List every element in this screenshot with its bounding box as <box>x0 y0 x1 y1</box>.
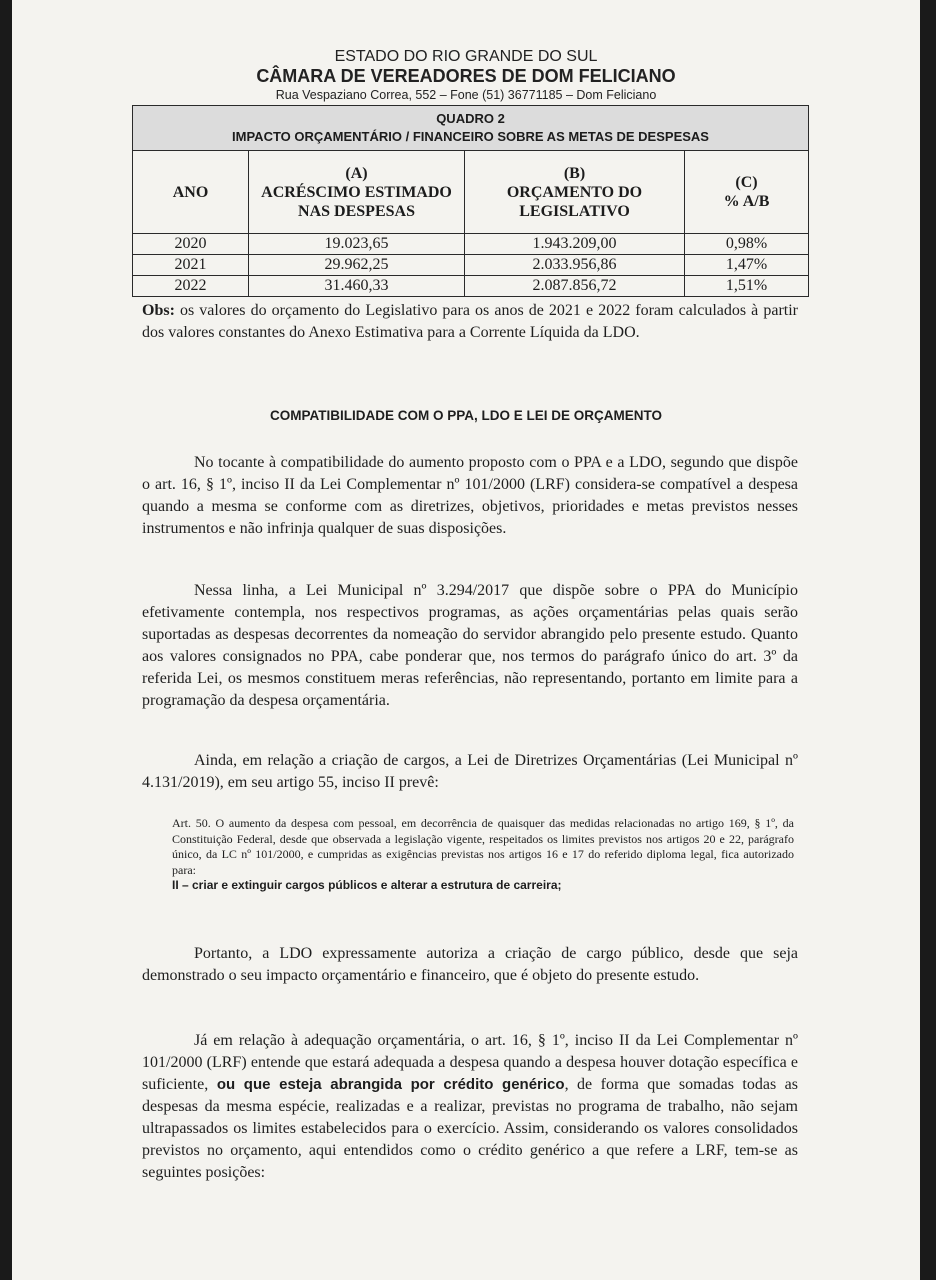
cell-c: 1,51% <box>685 276 809 297</box>
quote-item: II – criar e extinguir cargos públicos e alterar a estrutura de carreira; <box>172 878 562 892</box>
cell-c: 1,47% <box>685 255 809 276</box>
col-c-header <box>685 151 809 234</box>
col-c-label: % A/B <box>723 193 770 210</box>
paragraph-text: No tocante à compatibilidade do aumento proposto com o PPA e a LDO, segundo que dispõe o art. 16, § 1º, inciso II da Lei Complementar nº 101/2000 (LRF) considera-se compatível a despesa quando a mesma se conforme com as diretrizes, objetivos, prioridades e metas previstos nesses instrumentos e não infrinja qualquer de suas disposições. <box>142 454 798 537</box>
table-title: QUADRO 2 <box>436 111 505 126</box>
cell-b: 2.087.856,72 <box>465 276 685 297</box>
table-row <box>133 276 809 297</box>
paragraph-4 <box>142 943 798 987</box>
table-subtitle: IMPACTO ORÇAMENTÁRIO / FINANCEIRO SOBRE AS METAS DE DESPESAS <box>232 129 709 144</box>
col-c-letter: (C) <box>735 174 758 191</box>
header-state: ESTADO DO RIO GRANDE DO SUL <box>334 48 598 65</box>
document-page <box>12 0 920 1280</box>
cell-c: 0,98% <box>685 234 809 255</box>
table-row <box>133 255 809 276</box>
quote-text: Art. 50. O aumento da despesa com pessoal, em decorrência de quaisquer das medidas relacionadas no artigo 169, § 1º, da Constituição Federal, desde que observada a legislação vigente, respeitados os limites previstos nos artigos 20 e 22, parágrafo único, da LC nº 101/2000, e cumpridas as exigências previstas nos artigos 16 e 17 do referido diploma legal, fica autorizado para: <box>172 816 794 877</box>
col-b-header <box>465 151 685 234</box>
cell-a: 19.023,65 <box>249 234 465 255</box>
paragraph-text: Já em relação à adequação orçamentária, o art. 16, § 1º, inciso II da Lei Complementar nº 101/2000 (LRF) entende que estará adequada a despesa quando a despesa houver dotação específica e suficiente, <box>142 1032 798 1093</box>
col-b-label: ORÇAMENTO DO LEGISLATIVO <box>506 183 643 220</box>
paragraph-text: Nessa linha, a Lei Municipal nº 3.294/2017 que dispõe sobre o PPA do Município efetivamente contempla, nos respectivos programas, as ações orçamentárias pelas quais serão suportadas as despesas decorrentes da nomeação do servidor abrangido pelo presente estudo. Quanto aos valores consignados no PPA, cabe ponderar que, nos termos do parágrafo único do art. 3º da referida Lei, os mesmos constituem meras referências, não representando, portanto em limite para a programação da despesa orçamentária. <box>142 582 798 709</box>
col-a-label: ACRÉSCIMO ESTIMADO NAS DESPESAS <box>261 183 452 220</box>
header-address: Rua Vespaziano Correa, 552 – Fone (51) 36771185 – Dom Feliciano <box>275 88 657 102</box>
obs-note <box>142 300 798 344</box>
paragraph-text: Portanto, a LDO expressamente autoriza a criação de cargo público, desde que seja demonstrado o seu impacto orçamentário e financeiro, que é objeto do presente estudo. <box>142 945 798 984</box>
col-ano-header: ANO <box>133 151 249 234</box>
table-header-row <box>133 151 809 234</box>
paragraph-text: Ainda, em relação a criação de cargos, a Lei de Diretrizes Orçamentárias (Lei Municipal nº 4.131/2019), em seu artigo 55, inciso II prevê: <box>142 752 798 791</box>
cell-a: 31.460,33 <box>249 276 465 297</box>
paragraph-1 <box>142 452 798 540</box>
header-chamber: CÂMARA DE VEREADORES DE DOM FELICIANO <box>256 66 676 86</box>
paragraph-2 <box>142 580 798 712</box>
cell-b: 1.943.209,00 <box>465 234 685 255</box>
col-a-header <box>249 151 465 234</box>
section-title: COMPATIBILIDADE COM O PPA, LDO E LEI DE ORÇAMENTO <box>269 408 662 423</box>
paragraph-5 <box>142 1030 798 1184</box>
obs-label: Obs: <box>142 302 175 319</box>
col-a-letter: (A) <box>345 164 368 182</box>
paragraph-bold-text: ou que esteja abrangida por crédito genérico <box>208 1076 565 1093</box>
table-row <box>133 234 809 255</box>
cell-ano: 2020 <box>133 234 249 255</box>
cell-a: 29.962,25 <box>249 255 465 276</box>
cell-ano: 2021 <box>133 255 249 276</box>
cell-ano: 2022 <box>133 276 249 297</box>
table-heading <box>133 106 809 151</box>
law-quote <box>172 816 794 894</box>
obs-text: os valores do orçamento do Legislativo para os anos de 2021 e 2022 foram calculados à partir dos valores constantes do Anexo Estimativa para a Corrente Líquida da LDO. <box>142 302 798 341</box>
paragraph-text: , de forma que somadas todas as despesas da mesma espécie, realizadas e a realizar, previstas no programa de trabalho, não sejam ultrapassados os limites estabelecidos para o exercício. Assim, considerando os valores consolidados previstos no orçamento, aqui entendidos como o crédito genérico a que refere a LRF, tem-se as seguintes posições: <box>142 1076 799 1181</box>
col-b-letter: (B) <box>563 164 586 182</box>
budget-impact-table <box>132 105 809 297</box>
paragraph-3 <box>142 750 798 794</box>
cell-b: 2.033.956,86 <box>465 255 685 276</box>
